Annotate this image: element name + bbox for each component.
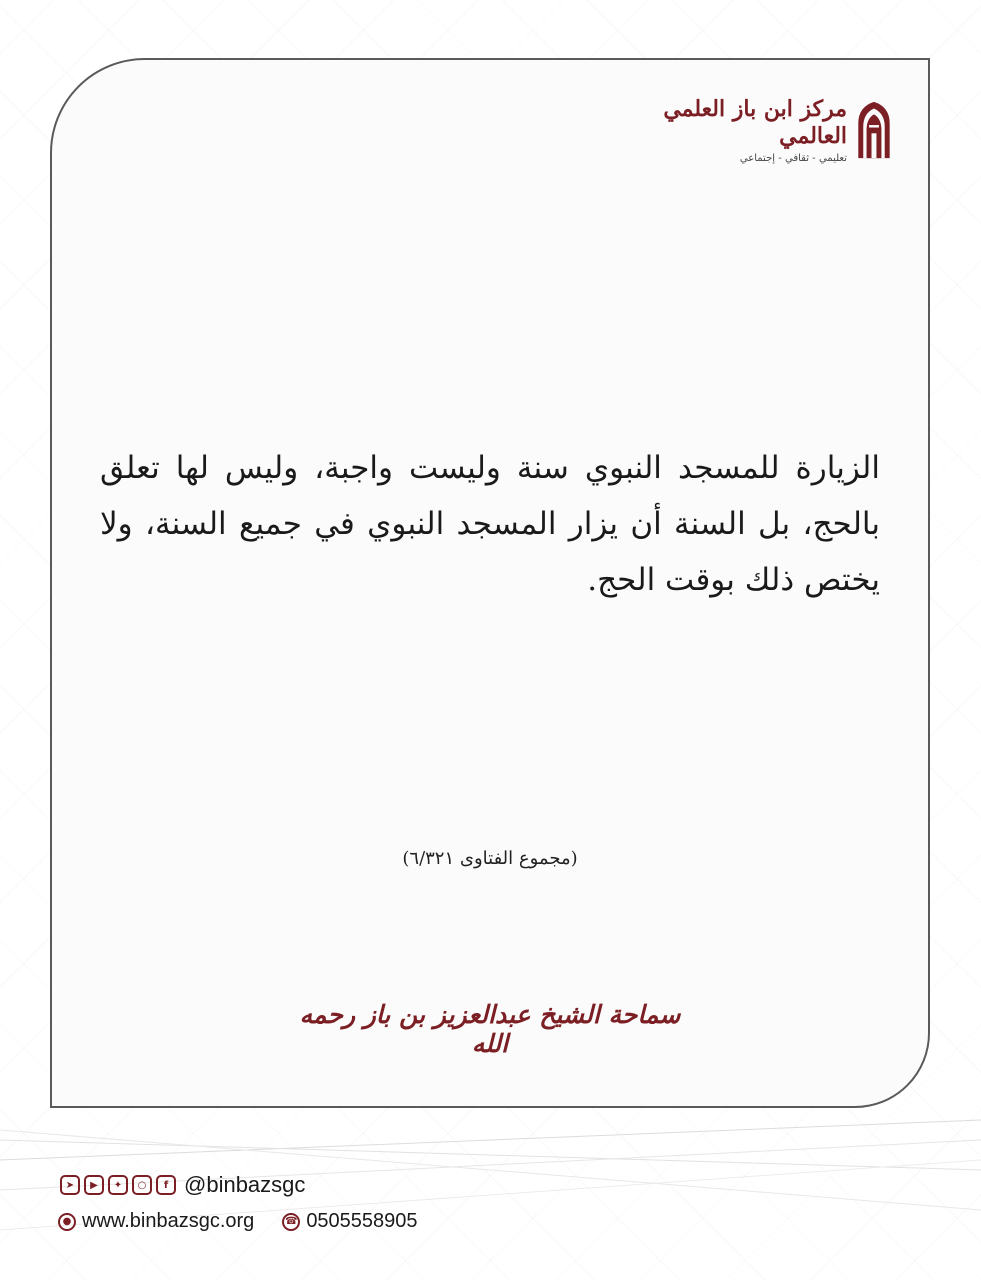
contact-bar xyxy=(58,1210,418,1233)
mosque-arch-icon xyxy=(855,94,893,166)
social-handle[interactable]: @binbazsgc xyxy=(184,1172,306,1197)
social-bar xyxy=(60,1172,305,1198)
instagram-icon[interactable]: ○ xyxy=(132,1175,152,1195)
youtube-icon[interactable]: ▶ xyxy=(84,1175,104,1195)
phone-number[interactable]: 0505558905 xyxy=(306,1210,418,1232)
facebook-icon[interactable]: f xyxy=(156,1175,176,1195)
website-link[interactable]: www.binbazsgc.org xyxy=(82,1210,255,1232)
whatsapp-icon: ☎ xyxy=(282,1213,300,1231)
twitter-icon[interactable]: ✦ xyxy=(108,1175,128,1195)
org-name: مركز ابن باز العلمي العالمي xyxy=(663,96,848,149)
source-citation: (مجموع الفتاوى ٦/٣٢١) xyxy=(402,848,578,869)
brand-header xyxy=(633,90,893,170)
signature-calligraphy: سماحة الشيخ عبدالعزيز بن باز رحمه الله xyxy=(299,1000,681,1058)
telegram-icon[interactable]: ➤ xyxy=(60,1175,80,1195)
globe-icon: ● xyxy=(58,1213,76,1231)
org-tagline: تعليمي - ثقافي - إجتماعي xyxy=(739,152,848,164)
quote-text: الزيارة للمسجد النبوي سنة وليست واجبة، وليس لها تعلق بالحج، بل السنة أن يزار المسجد النبوي في جميع السنة، ولا يختص ذلك بوقت الحج. xyxy=(100,450,880,598)
brand-text xyxy=(633,96,847,164)
